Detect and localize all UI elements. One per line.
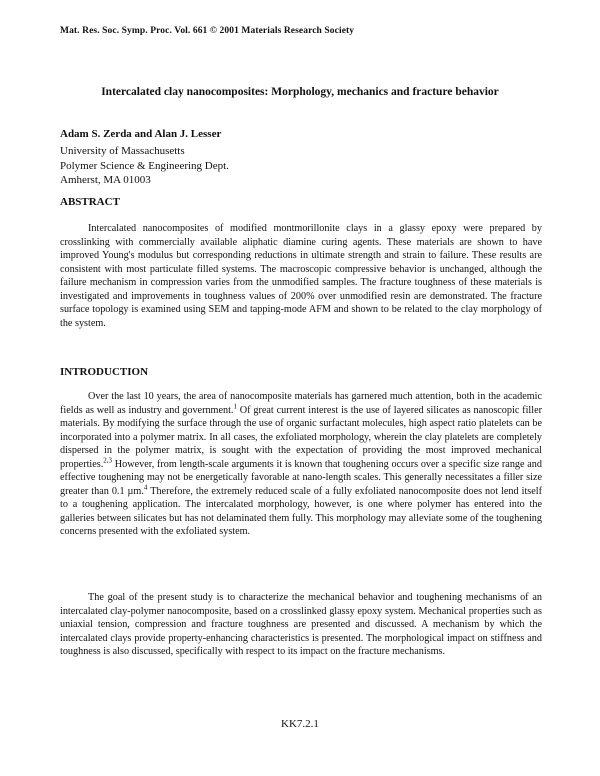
citation-ref: 2,3 [103,456,113,465]
intro-p1-s4: Therefore, the extremely reduced scale of a fully exfoliated nanocomposite does not lend itself to a toughening application. The intercalated morphology, however, is one where polymer has entered into the galleries between silicates but has not delaminated them fully. This morphology may alleviate some of the toughening concerns presented with the exfoliated system. [60,485,542,537]
citation-header: Mat. Res. Soc. Symp. Proc. Vol. 661 © 2001 Materials Research Society [60,26,355,36]
affiliation-line: Polymer Science & Engineering Dept. [60,159,229,172]
citation-ref: 4 [143,483,148,492]
intro-p1-s2: Of great current interest is the use of layered silicates as nanoscopic filler materials. By modifying the surface through the use of organic surfactant molecules, high aspect ratio platelets can be incorporated into a polymer matrix. In all cases, the exfoliated morphology, wherein the clay platelets are completely dispersed in the polymer matrix, is sought with the expectation of providing the most improved mechanical properties. [60,404,542,470]
abstract-text: Intercalated nanocomposites of modified montmorillonite clays in a glassy epoxy were prepared by crosslinking with commercially available aliphatic diamine curing agents. These materials are shown to have improved Young's modulus but corresponding reductions in ultimate strength and strain to failure. These results are consistent with most particulate filled systems. The macroscopic compressive behavior is unchanged, although the failure mechanism in compression varies from the unmodified samples. The fracture toughness of these materials is investigated and improvements in toughness values of 200% over unmodified resin are demonstrated. The fracture surface topology is examined using SEM and tapping-mode AFM and shown to be related to the clay morphology of the system. [60,223,542,329]
intro-p2-text: The goal of the present study is to characterize the mechanical behavior and toughening mechanisms of an intercalated clay-polymer nanocomposite, based on a crosslinked glassy epoxy system. Mechanical properties such as uniaxial tension, compression and fracture toughness are presented and discussed. A mechanism by which the intercalated clays provide property-enhancing characteristics is presented. The morphological impact on stiffness and toughness is also discussed, specifically with respect to its impact on the fracture mechanisms. [60,592,542,657]
intro-p1-s1: Over the last 10 years, the area of nanocomposite materials has garnered much attention, both in the academic fields as well as industry and government. [60,391,542,416]
introduction-paragraph-2 [60,591,542,659]
affiliation-line: University of Massachusetts [60,145,185,157]
affiliation-line: Amherst, MA 01003 [60,174,151,186]
intro-p1-s3: However, from length-scale arguments it is known that toughening occurs over a specific size range and effective toughening may not be energetically favorable at nano-length scales. This generally necessitates a filler size greater than 0.1 µm. [60,458,542,497]
abstract-paragraph [60,222,542,330]
introduction-paragraph-1 [60,390,542,539]
intro-p1-text [60,390,542,539]
affiliation [60,144,229,188]
page-number: KK7.2.1 [281,718,319,730]
citation-ref: 1 [233,402,237,411]
authors: Adam S. Zerda and Alan J. Lesser [60,128,222,140]
paper-title: Intercalated clay nanocomposites: Morphology, mechanics and fracture behavior [101,86,499,98]
introduction-heading: INTRODUCTION [60,366,149,378]
abstract-heading: ABSTRACT [60,196,120,208]
